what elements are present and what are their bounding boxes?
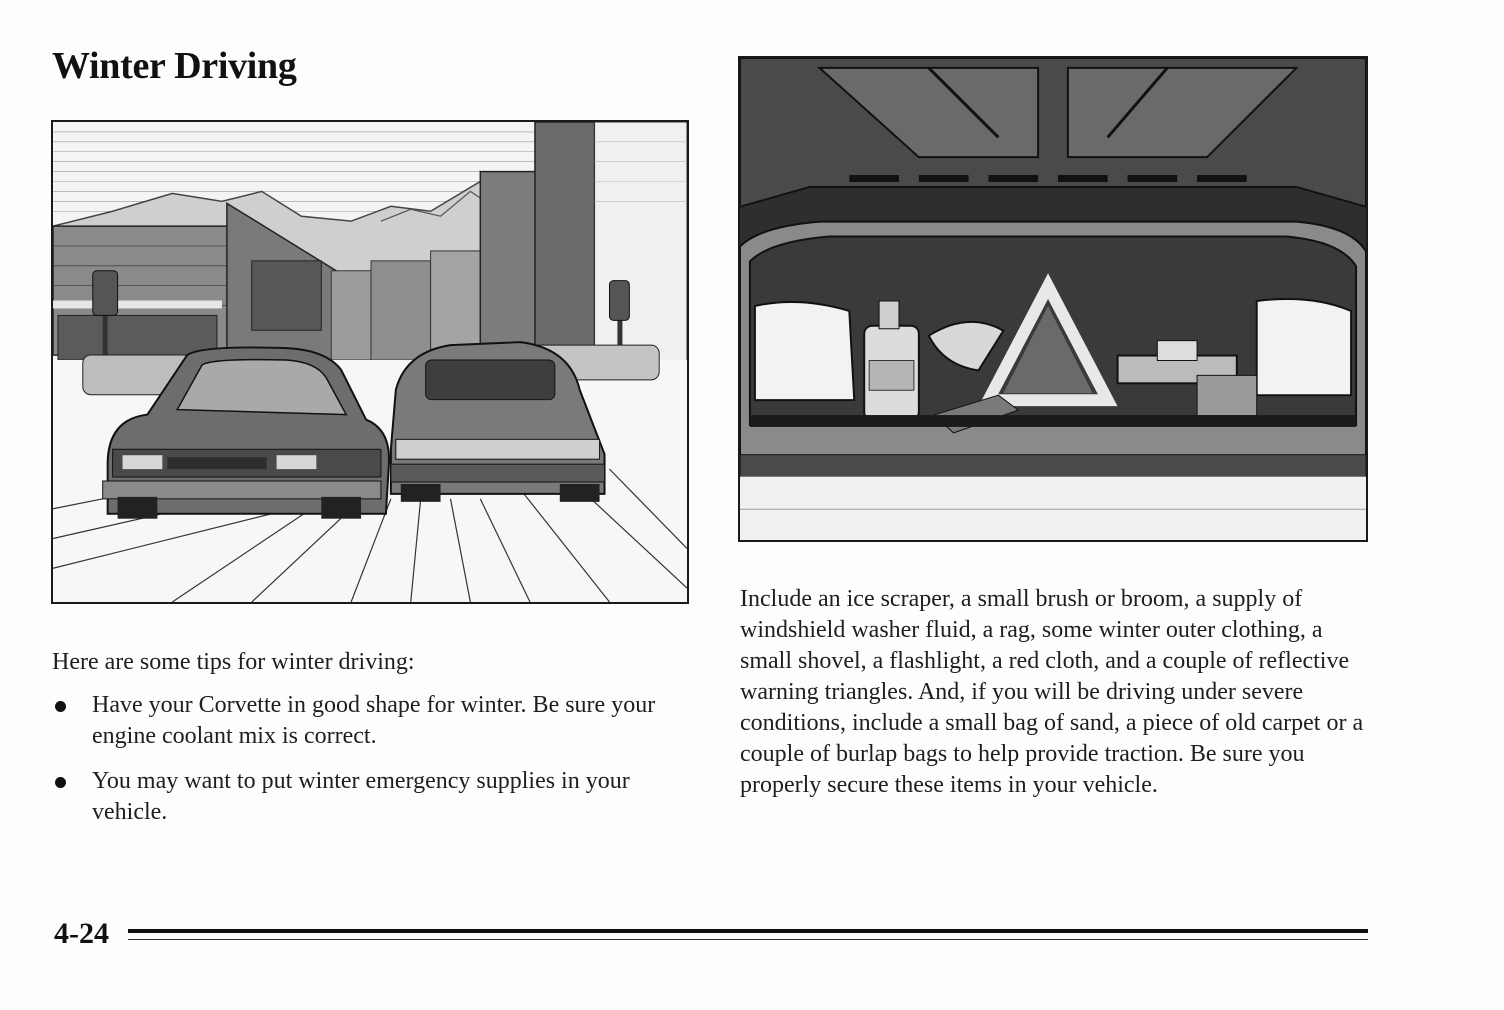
page-number: 4-24	[54, 917, 109, 950]
bullet-icon	[55, 701, 66, 712]
section-title: Winter Driving	[52, 45, 297, 87]
trunk-drawing	[740, 58, 1366, 540]
tips-list	[52, 690, 672, 842]
winter-street-illustration	[51, 120, 689, 604]
winter-street-drawing	[53, 122, 687, 602]
tip-text: You may want to put winter emergency supplies in your vehicle.	[92, 768, 630, 825]
intro-text: Here are some tips for winter driving:	[52, 649, 415, 675]
footer-rule-thin	[128, 939, 1368, 940]
tip-text: Have your Corvette in good shape for winter. Be sure your engine coolant mix is correct.	[92, 692, 656, 749]
list-item	[52, 766, 672, 828]
bullet-icon	[55, 777, 66, 788]
list-item	[52, 690, 672, 752]
supplies-paragraph: Include an ice scraper, a small brush or broom, a supply of windshield washer fluid, a rag, some winter outer clothing, a small shovel, a flashlight, a red cloth, and a couple of reflective warning triangles. And, if you will be driving under severe conditions, include a small bag of sand, a piece of old carpet or a couple of burlap bags to help provide traction. Be sure you properly secure these items in your vehicle.	[740, 586, 1364, 798]
trunk-emergency-supplies-illustration	[738, 56, 1368, 542]
footer-rule	[128, 929, 1368, 933]
